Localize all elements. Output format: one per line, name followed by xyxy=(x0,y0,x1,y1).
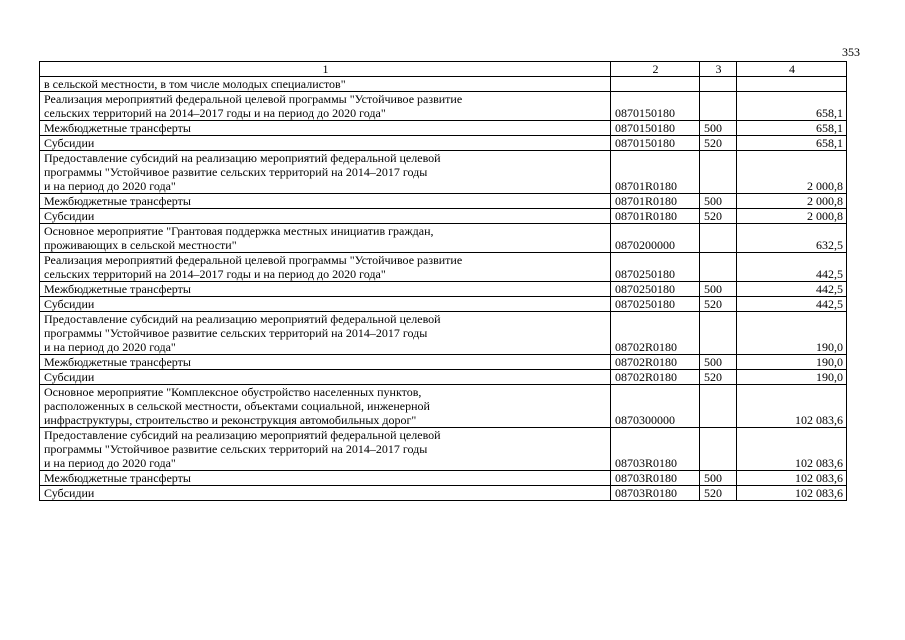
row-name-line: Межбюджетные трансферты xyxy=(44,282,191,296)
row-amount-cell: 658,1 xyxy=(737,121,847,136)
table-header-row xyxy=(40,62,847,77)
row-code-cell xyxy=(611,77,700,92)
row-type-cell: 500 xyxy=(700,194,737,209)
table-row xyxy=(40,282,847,297)
row-name-line: расположенных в сельской местности, объектами социальной, инженерной xyxy=(44,399,430,413)
row-type-cell xyxy=(700,151,737,194)
row-amount-cell: 2 000,8 xyxy=(737,194,847,209)
row-name-line: в сельской местности, в том числе молодых специалистов" xyxy=(44,77,346,91)
row-type-cell: 500 xyxy=(700,355,737,370)
row-name-line: инфраструктуры, строительство и реконструкция автомобильных дорог" xyxy=(44,413,417,427)
row-name-cell xyxy=(40,151,611,194)
row-name-line: программы "Устойчивое развитие сельских территорий на 2014–2017 годы xyxy=(44,442,428,456)
row-name-cell xyxy=(40,282,611,297)
row-amount-cell: 632,5 xyxy=(737,224,847,253)
row-name-cell xyxy=(40,312,611,355)
row-code-cell: 0870150180 xyxy=(611,92,700,121)
row-amount-cell: 190,0 xyxy=(737,355,847,370)
row-amount-cell xyxy=(737,77,847,92)
table-row xyxy=(40,194,847,209)
row-name-line: Основное мероприятие "Грантовая поддержка местных инициатив граждан, xyxy=(44,224,434,238)
table-row xyxy=(40,312,847,355)
row-type-cell: 520 xyxy=(700,209,737,224)
row-name-line: Реализация мероприятий федеральной целевой программы "Устойчивое развитие xyxy=(44,253,463,267)
row-code-cell: 08701R0180 xyxy=(611,194,700,209)
row-name-line: и на период до 2020 года" xyxy=(44,179,176,193)
header-col-4: 4 xyxy=(737,62,847,77)
row-amount-cell: 2 000,8 xyxy=(737,151,847,194)
budget-table xyxy=(39,61,847,501)
row-name-cell xyxy=(40,355,611,370)
table-row xyxy=(40,136,847,151)
row-name-line: Реализация мероприятий федеральной целевой программы "Устойчивое развитие xyxy=(44,92,463,106)
row-amount-cell: 442,5 xyxy=(737,282,847,297)
row-amount-cell: 190,0 xyxy=(737,370,847,385)
header-col-1: 1 xyxy=(40,62,611,77)
row-type-cell xyxy=(700,253,737,282)
row-code-cell: 0870150180 xyxy=(611,121,700,136)
row-name-cell xyxy=(40,92,611,121)
row-code-cell: 08702R0180 xyxy=(611,370,700,385)
header-col-3: 3 xyxy=(700,62,737,77)
row-name-line: Межбюджетные трансферты xyxy=(44,121,191,135)
row-code-cell: 08703R0180 xyxy=(611,471,700,486)
table-row xyxy=(40,77,847,92)
row-name-line: и на период до 2020 года" xyxy=(44,456,176,470)
row-code-cell: 0870200000 xyxy=(611,224,700,253)
row-name-line: Межбюджетные трансферты xyxy=(44,471,191,485)
table-row xyxy=(40,486,847,501)
row-type-cell xyxy=(700,385,737,428)
row-name-line: программы "Устойчивое развитие сельских территорий на 2014–2017 годы xyxy=(44,165,428,179)
row-code-cell: 08702R0180 xyxy=(611,355,700,370)
row-name-line: сельских территорий на 2014–2017 годы и на период до 2020 года" xyxy=(44,267,386,281)
table-row xyxy=(40,92,847,121)
table-row xyxy=(40,370,847,385)
row-amount-cell: 102 083,6 xyxy=(737,471,847,486)
table-row xyxy=(40,355,847,370)
row-name-line: проживающих в сельской местности" xyxy=(44,238,237,252)
table-row xyxy=(40,385,847,428)
row-name-cell xyxy=(40,297,611,312)
page-number: 353 xyxy=(842,45,860,59)
row-name-cell xyxy=(40,428,611,471)
row-name-cell xyxy=(40,253,611,282)
row-name-cell xyxy=(40,486,611,501)
row-name-line: Субсидии xyxy=(44,370,95,384)
table-row xyxy=(40,224,847,253)
table-row xyxy=(40,209,847,224)
row-name-line: сельских территорий на 2014–2017 годы и на период до 2020 года" xyxy=(44,106,386,120)
header-col-2: 2 xyxy=(611,62,700,77)
row-type-cell xyxy=(700,92,737,121)
row-type-cell xyxy=(700,312,737,355)
row-amount-cell: 190,0 xyxy=(737,312,847,355)
table-row xyxy=(40,121,847,136)
row-name-line: Межбюджетные трансферты xyxy=(44,355,191,369)
row-name-cell xyxy=(40,77,611,92)
row-code-cell: 08701R0180 xyxy=(611,209,700,224)
row-code-cell: 08703R0180 xyxy=(611,428,700,471)
row-name-cell xyxy=(40,370,611,385)
table-row xyxy=(40,471,847,486)
row-type-cell xyxy=(700,224,737,253)
row-code-cell: 0870250180 xyxy=(611,282,700,297)
row-name-line: Предоставление субсидий на реализацию мероприятий федеральной целевой xyxy=(44,428,441,442)
table-row xyxy=(40,253,847,282)
row-type-cell xyxy=(700,77,737,92)
row-amount-cell: 102 083,6 xyxy=(737,385,847,428)
row-name-line: Основное мероприятие "Комплексное обустройство населенных пунктов, xyxy=(44,385,422,399)
row-name-line: Предоставление субсидий на реализацию мероприятий федеральной целевой xyxy=(44,151,441,165)
row-amount-cell: 102 083,6 xyxy=(737,428,847,471)
row-name-line: Предоставление субсидий на реализацию мероприятий федеральной целевой xyxy=(44,312,441,326)
table-row xyxy=(40,151,847,194)
row-amount-cell: 442,5 xyxy=(737,253,847,282)
row-code-cell: 08701R0180 xyxy=(611,151,700,194)
row-name-line: и на период до 2020 года" xyxy=(44,340,176,354)
row-code-cell: 08702R0180 xyxy=(611,312,700,355)
row-name-line: Субсидии xyxy=(44,297,95,311)
row-code-cell: 08703R0180 xyxy=(611,486,700,501)
row-code-cell: 0870250180 xyxy=(611,297,700,312)
table-row xyxy=(40,428,847,471)
row-code-cell: 0870150180 xyxy=(611,136,700,151)
row-name-cell xyxy=(40,209,611,224)
row-amount-cell: 442,5 xyxy=(737,297,847,312)
row-type-cell: 520 xyxy=(700,486,737,501)
row-name-cell xyxy=(40,121,611,136)
row-name-cell xyxy=(40,385,611,428)
row-type-cell: 500 xyxy=(700,471,737,486)
row-name-cell xyxy=(40,471,611,486)
row-code-cell: 0870250180 xyxy=(611,253,700,282)
row-amount-cell: 658,1 xyxy=(737,92,847,121)
row-code-cell: 0870300000 xyxy=(611,385,700,428)
row-amount-cell: 2 000,8 xyxy=(737,209,847,224)
row-name-line: программы "Устойчивое развитие сельских территорий на 2014–2017 годы xyxy=(44,326,428,340)
row-name-line: Субсидии xyxy=(44,209,95,223)
row-type-cell: 500 xyxy=(700,282,737,297)
row-name-line: Межбюджетные трансферты xyxy=(44,194,191,208)
row-type-cell: 520 xyxy=(700,370,737,385)
row-type-cell: 520 xyxy=(700,136,737,151)
row-name-cell xyxy=(40,136,611,151)
row-amount-cell: 658,1 xyxy=(737,136,847,151)
row-type-cell: 500 xyxy=(700,121,737,136)
row-amount-cell: 102 083,6 xyxy=(737,486,847,501)
table-body xyxy=(40,77,847,501)
row-type-cell: 520 xyxy=(700,297,737,312)
row-name-line: Субсидии xyxy=(44,486,95,500)
row-name-line: Субсидии xyxy=(44,136,95,150)
table-row xyxy=(40,297,847,312)
row-type-cell xyxy=(700,428,737,471)
row-name-cell xyxy=(40,224,611,253)
row-name-cell xyxy=(40,194,611,209)
